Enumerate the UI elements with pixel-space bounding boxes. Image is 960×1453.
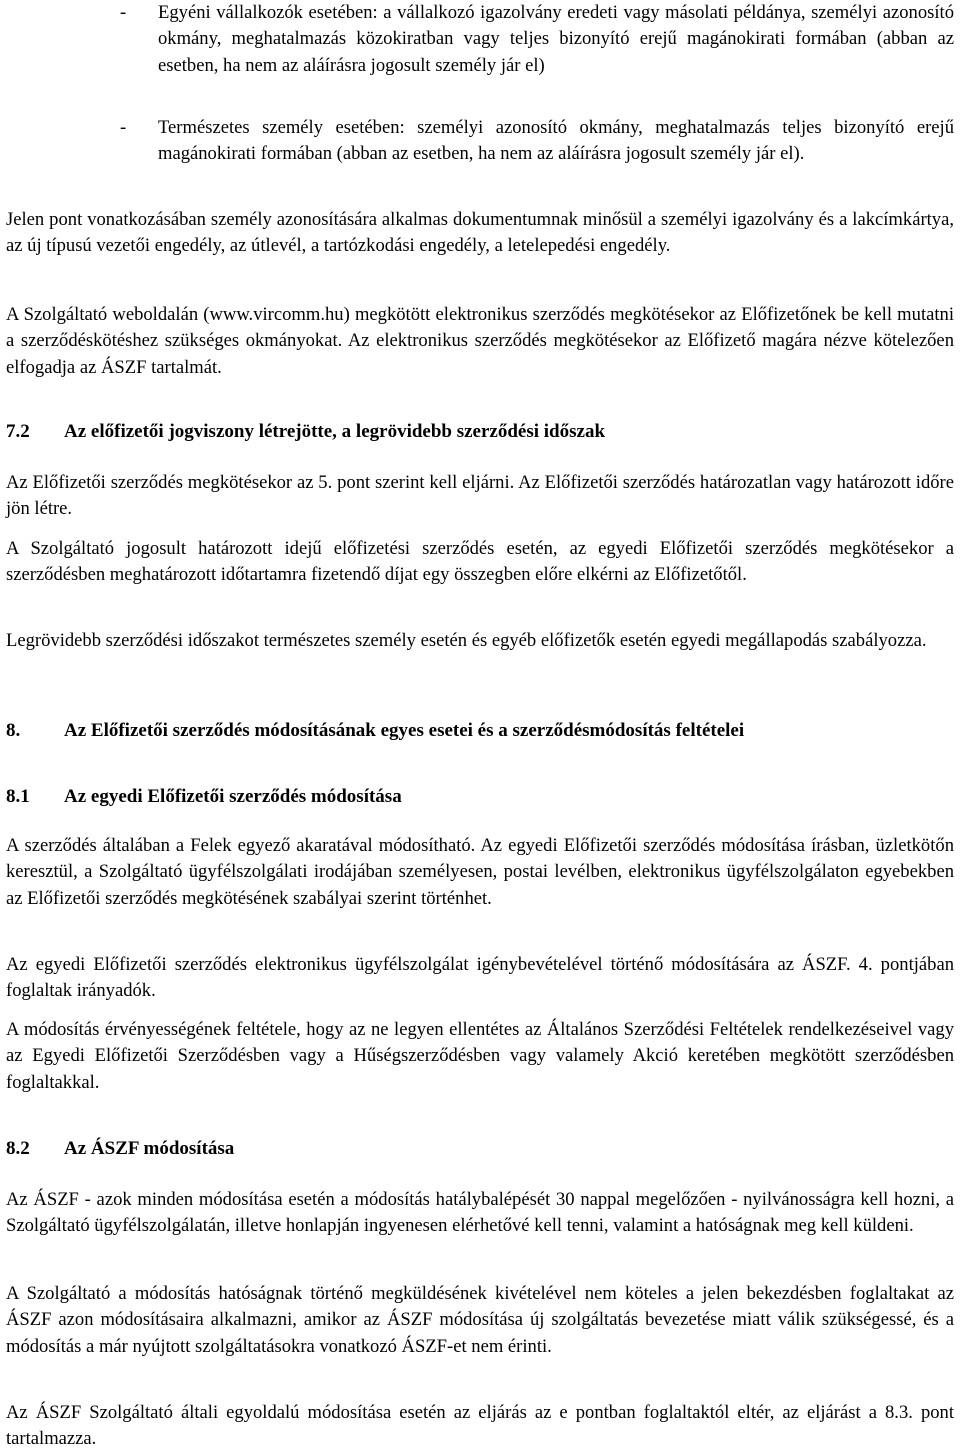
section-title: Az egyedi Előfizetői szerződés módosítása (64, 786, 402, 807)
bullet-dash: - (120, 2, 127, 23)
section-title: Az Előfizetői szerződés módosításának egyes esetei és a szerződésmódosítás feltételei (64, 720, 745, 741)
section-number: 8.2 (6, 1138, 30, 1159)
section-number: 7.2 (6, 421, 30, 442)
bullet-item (6, 115, 954, 168)
paragraph: A Szolgáltató jogosult határozott idejű előfizetési szerződés esetén, az egyedi Előfizetői szerződés megkötésekor a szerződésben meghatározott időtartamra fizetendő díjat egy összegben előre elkérni az Előfizetőtől. (6, 538, 954, 586)
section-heading-7-2 (6, 419, 954, 445)
paragraph: Az ÁSZF - azok minden módosítása esetén a módosítás hatálybalépését 30 nappal megelőzően - nyilvánosságra kell hozni, a Szolgáltató ügyfélszolgálatán, illetve honlapján ingyenesen elérhetővé kell tenni, valamint a hatóságnak meg kell küldeni. (6, 1189, 954, 1237)
bullet-list-2 (6, 115, 954, 178)
paragraph: Az Előfizetői szerződés megkötésekor az 5. pont szerint kell eljárni. Az Előfizetői szerződés határozatlan vagy határozott időre jön létre. (6, 472, 954, 520)
bullet-item (6, 0, 954, 79)
section-number: 8.1 (6, 786, 30, 807)
section-title: Az ÁSZF módosítása (64, 1138, 235, 1159)
bullet-dash: - (120, 117, 127, 138)
section-heading-8 (6, 718, 954, 744)
section-heading-8-1 (6, 784, 954, 810)
paragraph: Jelen pont vonatkozásában személy azonosítására alkalmas dokumentumnak minősül a személyi igazolvány és a lakcímkártya, az új típusú vezetői engedély, az útlevél, a tartózkodási engedély, a letelepedési engedély. (6, 209, 954, 257)
paragraph: Az egyedi Előfizetői szerződés elektronikus ügyfélszolgálat igénybevételével történő módosítására az ÁSZF. 4. pontjában foglaltak irányadók. (6, 954, 954, 1002)
paragraph: A szerződés általában a Felek egyező akaratával módosítható. Az egyedi Előfizetői szerződés módosítása írásban, üzletkötőn keresztül, a Szolgáltató ügyfélszolgálati irodájában személyesen, postai levélben, elektronikus ügyfélszolgálaton egyebekben az Előfizetői szerződés megkötésének szabályai szerint történhet. (6, 835, 954, 909)
paragraph: Legrövidebb szerződési időszakot természetes személy esetén és egyéb előfizetők esetén egyedi megállapodás szabályozza. (6, 630, 927, 651)
section-heading-8-2 (6, 1136, 954, 1162)
bullet-text: Egyéni vállalkozók esetében: a vállalkozó igazolvány eredeti vagy másolati példánya, személyi azonosító okmány, meghatalmazás közokiratban vagy teljes bizonyító erejű magánokirati formában (abban az esetben, ha nem az aláírásra jogosult személy jár el) (158, 2, 954, 76)
bullet-list (6, 0, 954, 89)
paragraph: A módosítás érvényességének feltétele, hogy az ne legyen ellentétes az Általános Szerződési Feltételek rendelkezéseivel vagy az Egyedi Előfizetői Szerződésben vagy a Hűségszerződésben vagy valamely Akció keretében megkötött szerződésben foglaltakkal. (6, 1019, 954, 1093)
section-title: Az előfizetői jogviszony létrejötte, a legrövidebb szerződési időszak (64, 421, 606, 442)
paragraph: Az ÁSZF Szolgáltató általi egyoldalú módosítása esetén az eljárás az e pontban foglaltaktól eltér, az eljárást a 8.3. pont tartalmazza. (6, 1402, 954, 1450)
paragraph: A Szolgáltató weboldalán (www.vircomm.hu) megkötött elektronikus szerződés megkötésekor az Előfizetőnek be kell mutatni a szerződéskötéshez szükséges okmányokat. Az elektronikus szerződés megkötésekor az Előfizető magára nézve kötelezően elfogadja az ÁSZF tartalmát. (6, 304, 954, 378)
paragraph: A Szolgáltató a módosítás hatóságnak történő megküldésének kivételével nem köteles a jelen bekezdésben foglaltakat az ÁSZF azon módosításaira alkalmazni, amikor az ÁSZF módosítása új szolgáltatás bevezetése miatt válik szükségessé, és a módosítás a már nyújtott szolgáltatásokra vonatkozó ÁSZF-et nem érinti. (6, 1283, 954, 1357)
bullet-text: Természetes személy esetében: személyi azonosító okmány, meghatalmazás teljes bizonyító erejű magánokirati formában (abban az esetben, ha nem az aláírásra jogosult személy jár el). (158, 117, 954, 165)
section-number: 8. (6, 720, 21, 741)
